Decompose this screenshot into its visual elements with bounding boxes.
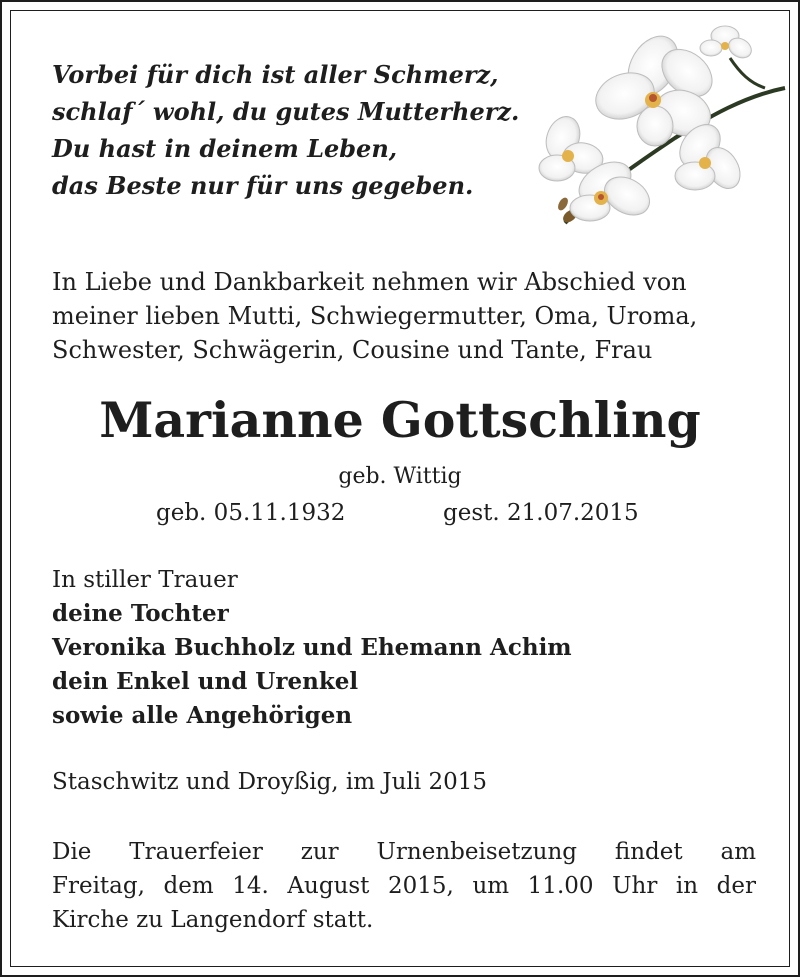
life-dates xyxy=(0,496,800,530)
mourners-heading: In stiller Trauer xyxy=(52,567,238,593)
mourners xyxy=(52,563,752,733)
mourner-line: dein Enkel und Urenkel xyxy=(52,668,359,695)
ceremony-line: Freitag, dem 14. August 2015, um 11.00 Uhr in der xyxy=(52,873,756,899)
intro-text xyxy=(52,265,762,367)
mourner-line: sowie alle Angehörigen xyxy=(52,702,353,729)
poem-line: Du hast in deinem Leben, xyxy=(52,134,398,163)
birth-name: geb. Wittig xyxy=(338,464,462,489)
orchid-flower-icon xyxy=(535,18,790,233)
deceased-name: Marianne Gottschling xyxy=(99,391,701,449)
intro-line: meiner lieben Mutti, Schwiegermutter, Oma, Uroma, xyxy=(52,302,698,330)
death-date: gest. 21.07.2015 xyxy=(443,500,639,526)
place-date: Staschwitz und Droyßig, im Juli 2015 xyxy=(52,769,487,795)
mourner-line: Veronika Buchholz und Ehemann Achim xyxy=(52,634,572,661)
poem-line: Vorbei für dich ist aller Schmerz, xyxy=(52,60,499,89)
poem-line: das Beste nur für uns gegeben. xyxy=(52,171,474,200)
ceremony-line: Die Trauerfeier zur Urnenbeisetzung findet am xyxy=(52,839,756,865)
ceremony-line: Kirche zu Langendorf statt. xyxy=(52,907,374,933)
poem xyxy=(52,56,552,204)
intro-line: Schwester, Schwägerin, Cousine und Tante, Frau xyxy=(52,336,653,364)
ceremony-notice xyxy=(52,835,756,937)
mourner-line: deine Tochter xyxy=(52,600,229,627)
intro-line: In Liebe und Dankbarkeit nehmen wir Abschied von xyxy=(52,268,687,296)
poem-line: schlaf´ wohl, du gutes Mutterherz. xyxy=(52,97,520,126)
birth-date: geb. 05.11.1932 xyxy=(156,500,346,526)
